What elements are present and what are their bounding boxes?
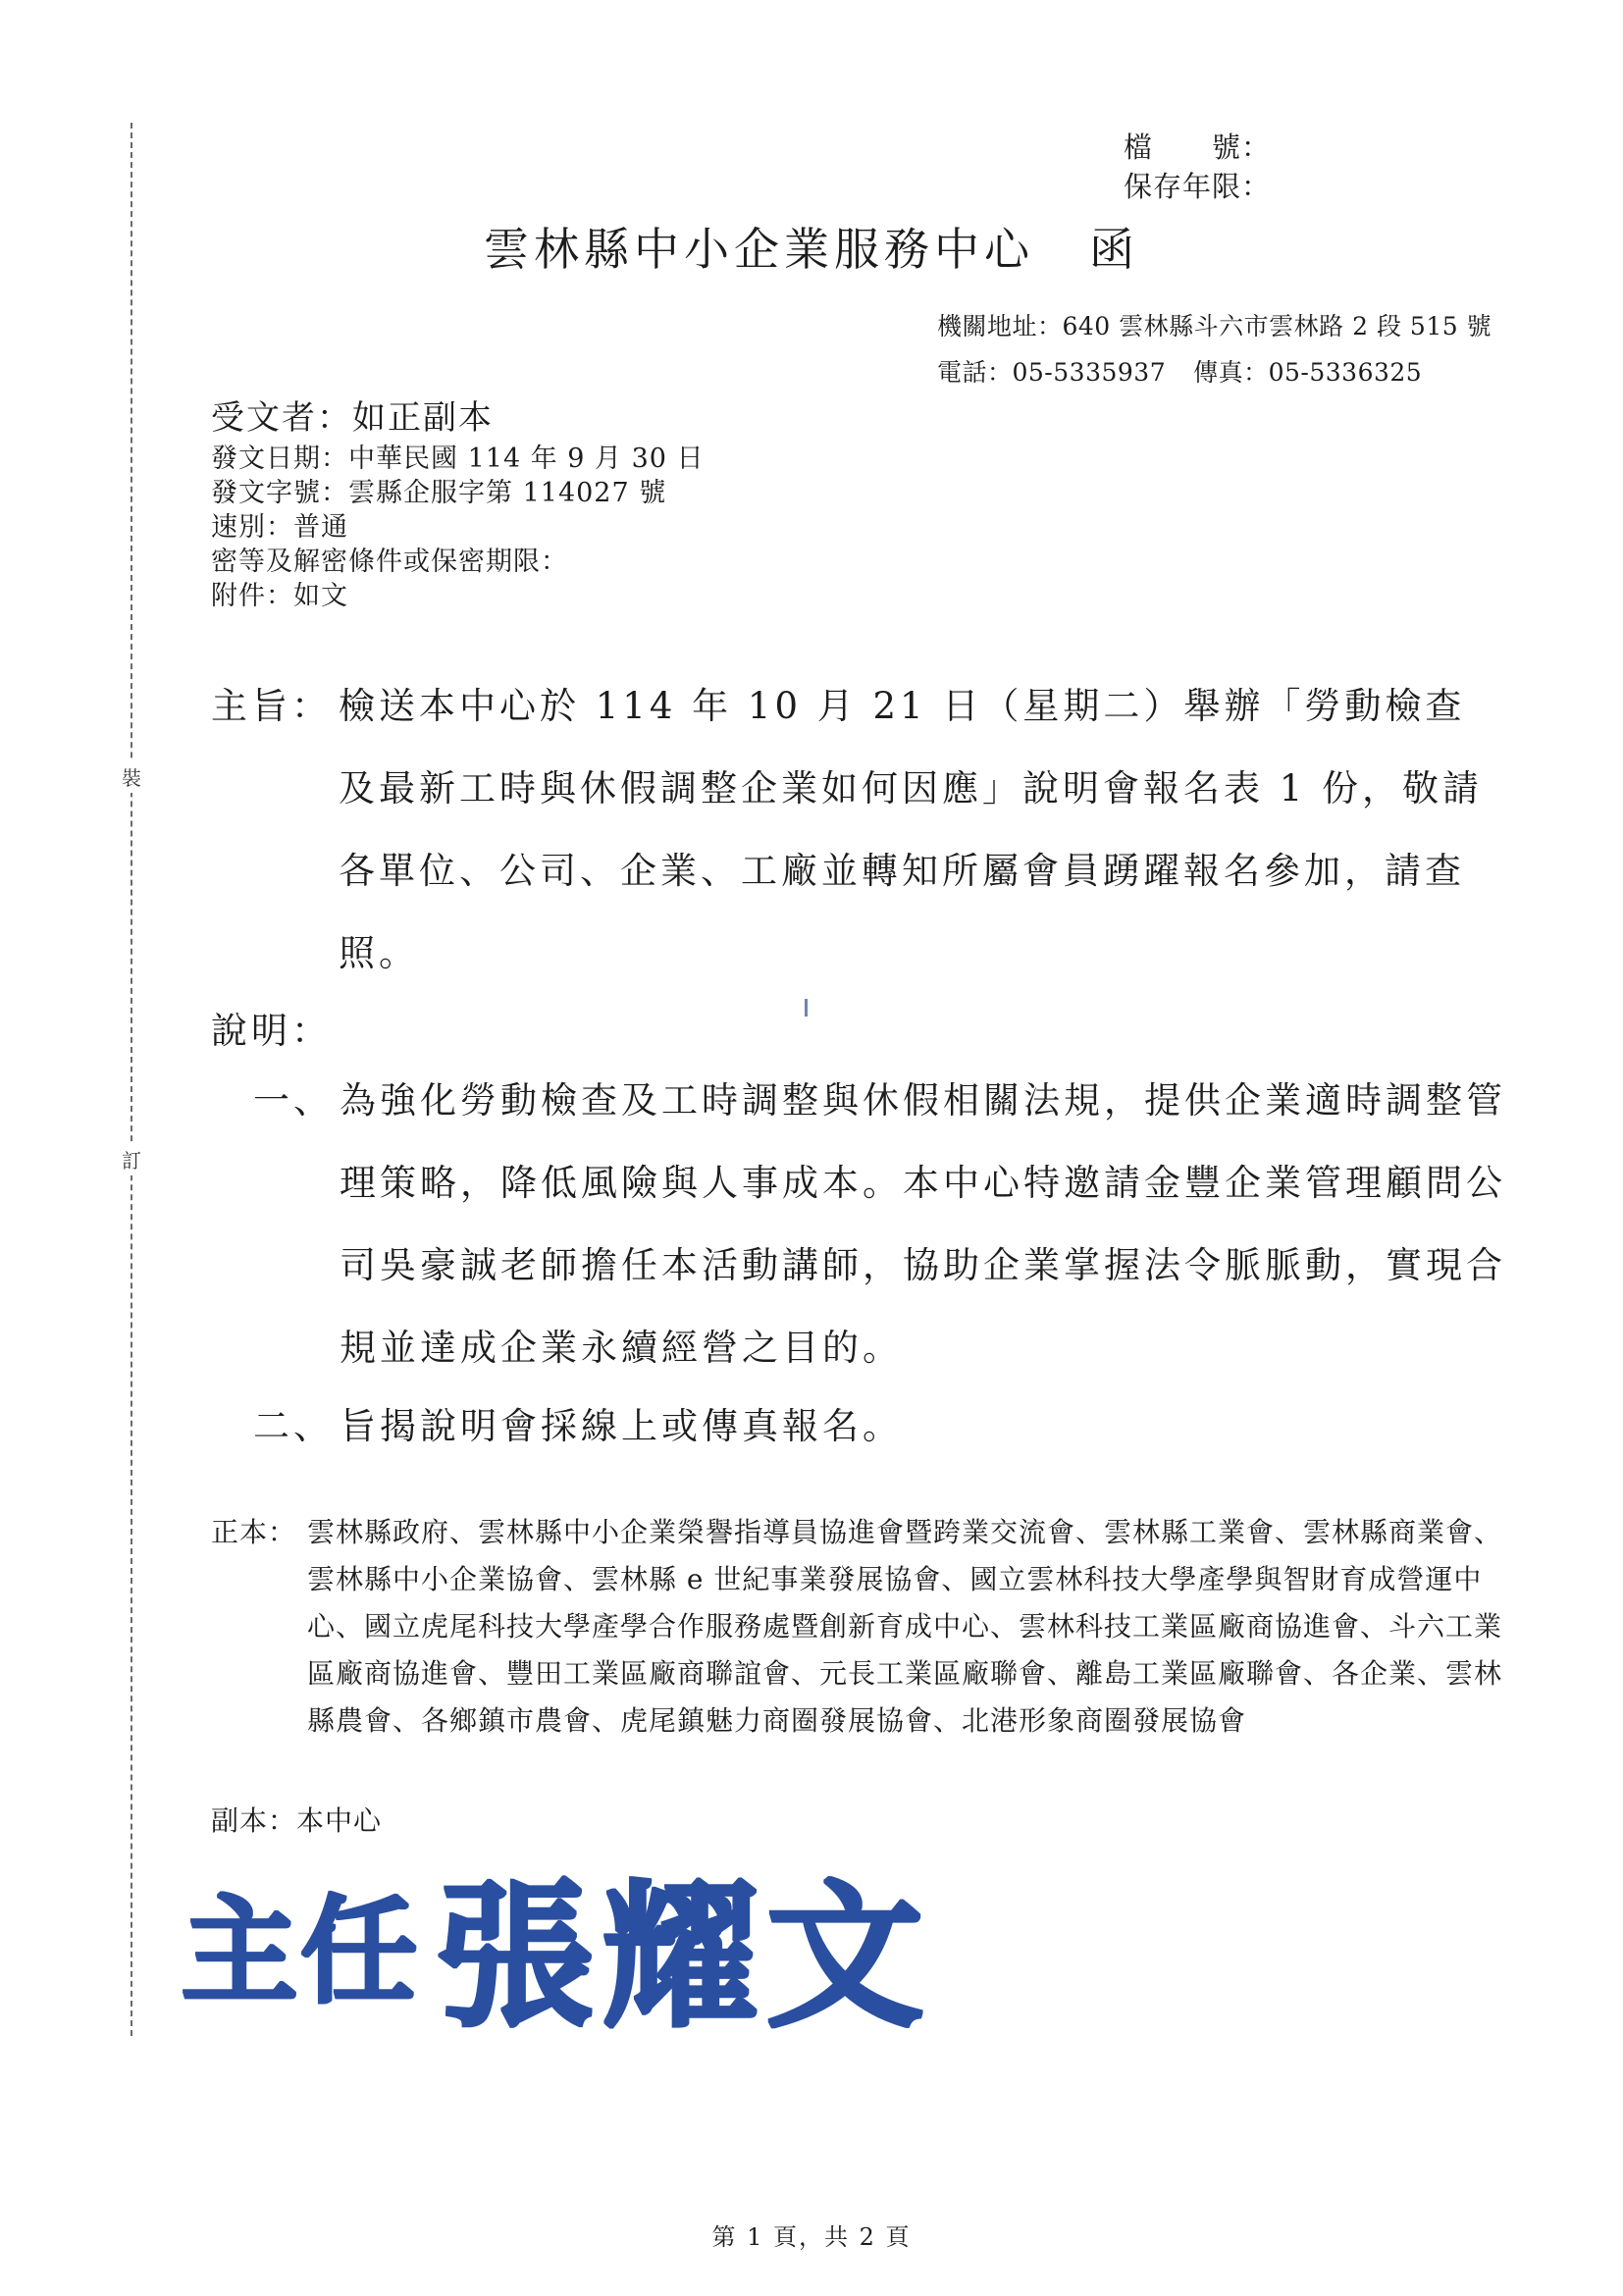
director-signature-stamp (182, 1864, 986, 2061)
issue-date: 發文日期：中華民國 114 年 9 月 30 日 (211, 444, 705, 474)
agency-address: 機關地址：640 雲林縣斗六市雲林路 2 段 515 號 (937, 312, 1492, 340)
attachment: 附件：如文 (211, 581, 348, 611)
subject-section (211, 665, 1516, 995)
carbon-copy: 副本：本中心 (211, 1804, 383, 1837)
secrecy-level: 密等及解密條件或保密期限： (211, 547, 568, 577)
original-copy-label: 正本： (211, 1516, 297, 1548)
svg-text:張耀文: 張耀文 (437, 1865, 932, 2049)
page-number: 第 1 頁，共 2 頁 (711, 2223, 912, 2251)
file-number-label: 檔 號： (1124, 130, 1272, 164)
contact-line (937, 353, 1422, 389)
explanation-item-number: 一、 (253, 1079, 334, 1122)
explanation-item (253, 1385, 1517, 1468)
explanation-item (253, 1060, 1517, 1389)
original-copy-section (211, 1509, 1516, 1745)
binding-mark-top: 裝 (122, 760, 141, 793)
original-copy-recipients: 雲林縣政府、雲林縣中小企業榮譽指導員協進會暨跨業交流會、雲林縣工業會、雲林縣商業會、雲林縣中小企業協會、雲林縣 e 世紀事業發展協會、國立雲林科技大學產學與智財育成營運中心、國立虎尾科技大學產學合作服務處暨創新育成中心、雲林科技工業區廠商協進會、斗六工業區廠商協進會、豐田工業區廠商聯誼會、元長工業區廠聯會、離島工業區廠聯會、各企業、雲林縣農會、各鄉鎮市農會、虎尾鎮魅力商圈發展協會、北港形象商圈發展協會 (307, 1516, 1503, 1737)
binding-line (131, 123, 132, 2036)
subject-label: 主旨： (211, 685, 332, 727)
phone-number: 電話：05-5335937 (937, 358, 1167, 387)
retention-period-label: 保存年限： (1124, 170, 1272, 203)
explanation-item-text: 為強化勞動檢查及工時調整與休假相關法規，提供企業適時調整管理策略，降低風險與人事成本。本中心特邀請金豐企業管理顧問公司吳豪誠老師擔任本活動講師，協助企業掌握法令脈脈動，實現合規並達成企業永續經營之目的。 (340, 1079, 1506, 1369)
subject-text: 檢送本中心於 114 年 10 月 21 日（星期二）舉辦「勞動檢查及最新工時與休假調整企業如何因應」說明會報名表 1 份，敬請各單位、公司、企業、工廠並轉知所屬會員踴躍報名參加，請查照。 (339, 685, 1484, 974)
explanation-item-number: 二、 (253, 1405, 334, 1447)
recipient: 受文者：如正副本 (211, 398, 494, 438)
issuing-organization: 雲林縣中小企業服務中心 (484, 223, 1034, 276)
fax-number: 傳真：05-5336325 (1193, 358, 1423, 387)
document-number: 發文字號：雲縣企服字第 114027 號 (211, 478, 667, 508)
signature-graphic (182, 1864, 986, 2061)
document-title (0, 214, 1623, 279)
delivery-speed: 速別：普通 (211, 512, 348, 543)
document-info-block (211, 442, 705, 613)
binding-mark-bottom: 訂 (122, 1143, 141, 1175)
svg-text:主任: 主任 (182, 1884, 422, 2019)
document-type: 函 (1089, 223, 1139, 276)
explanation-label: 說明： (211, 1010, 332, 1052)
ink-speck (805, 999, 808, 1017)
explanation-item-text: 旨揭說明會採線上或傳真報名。 (340, 1405, 903, 1447)
